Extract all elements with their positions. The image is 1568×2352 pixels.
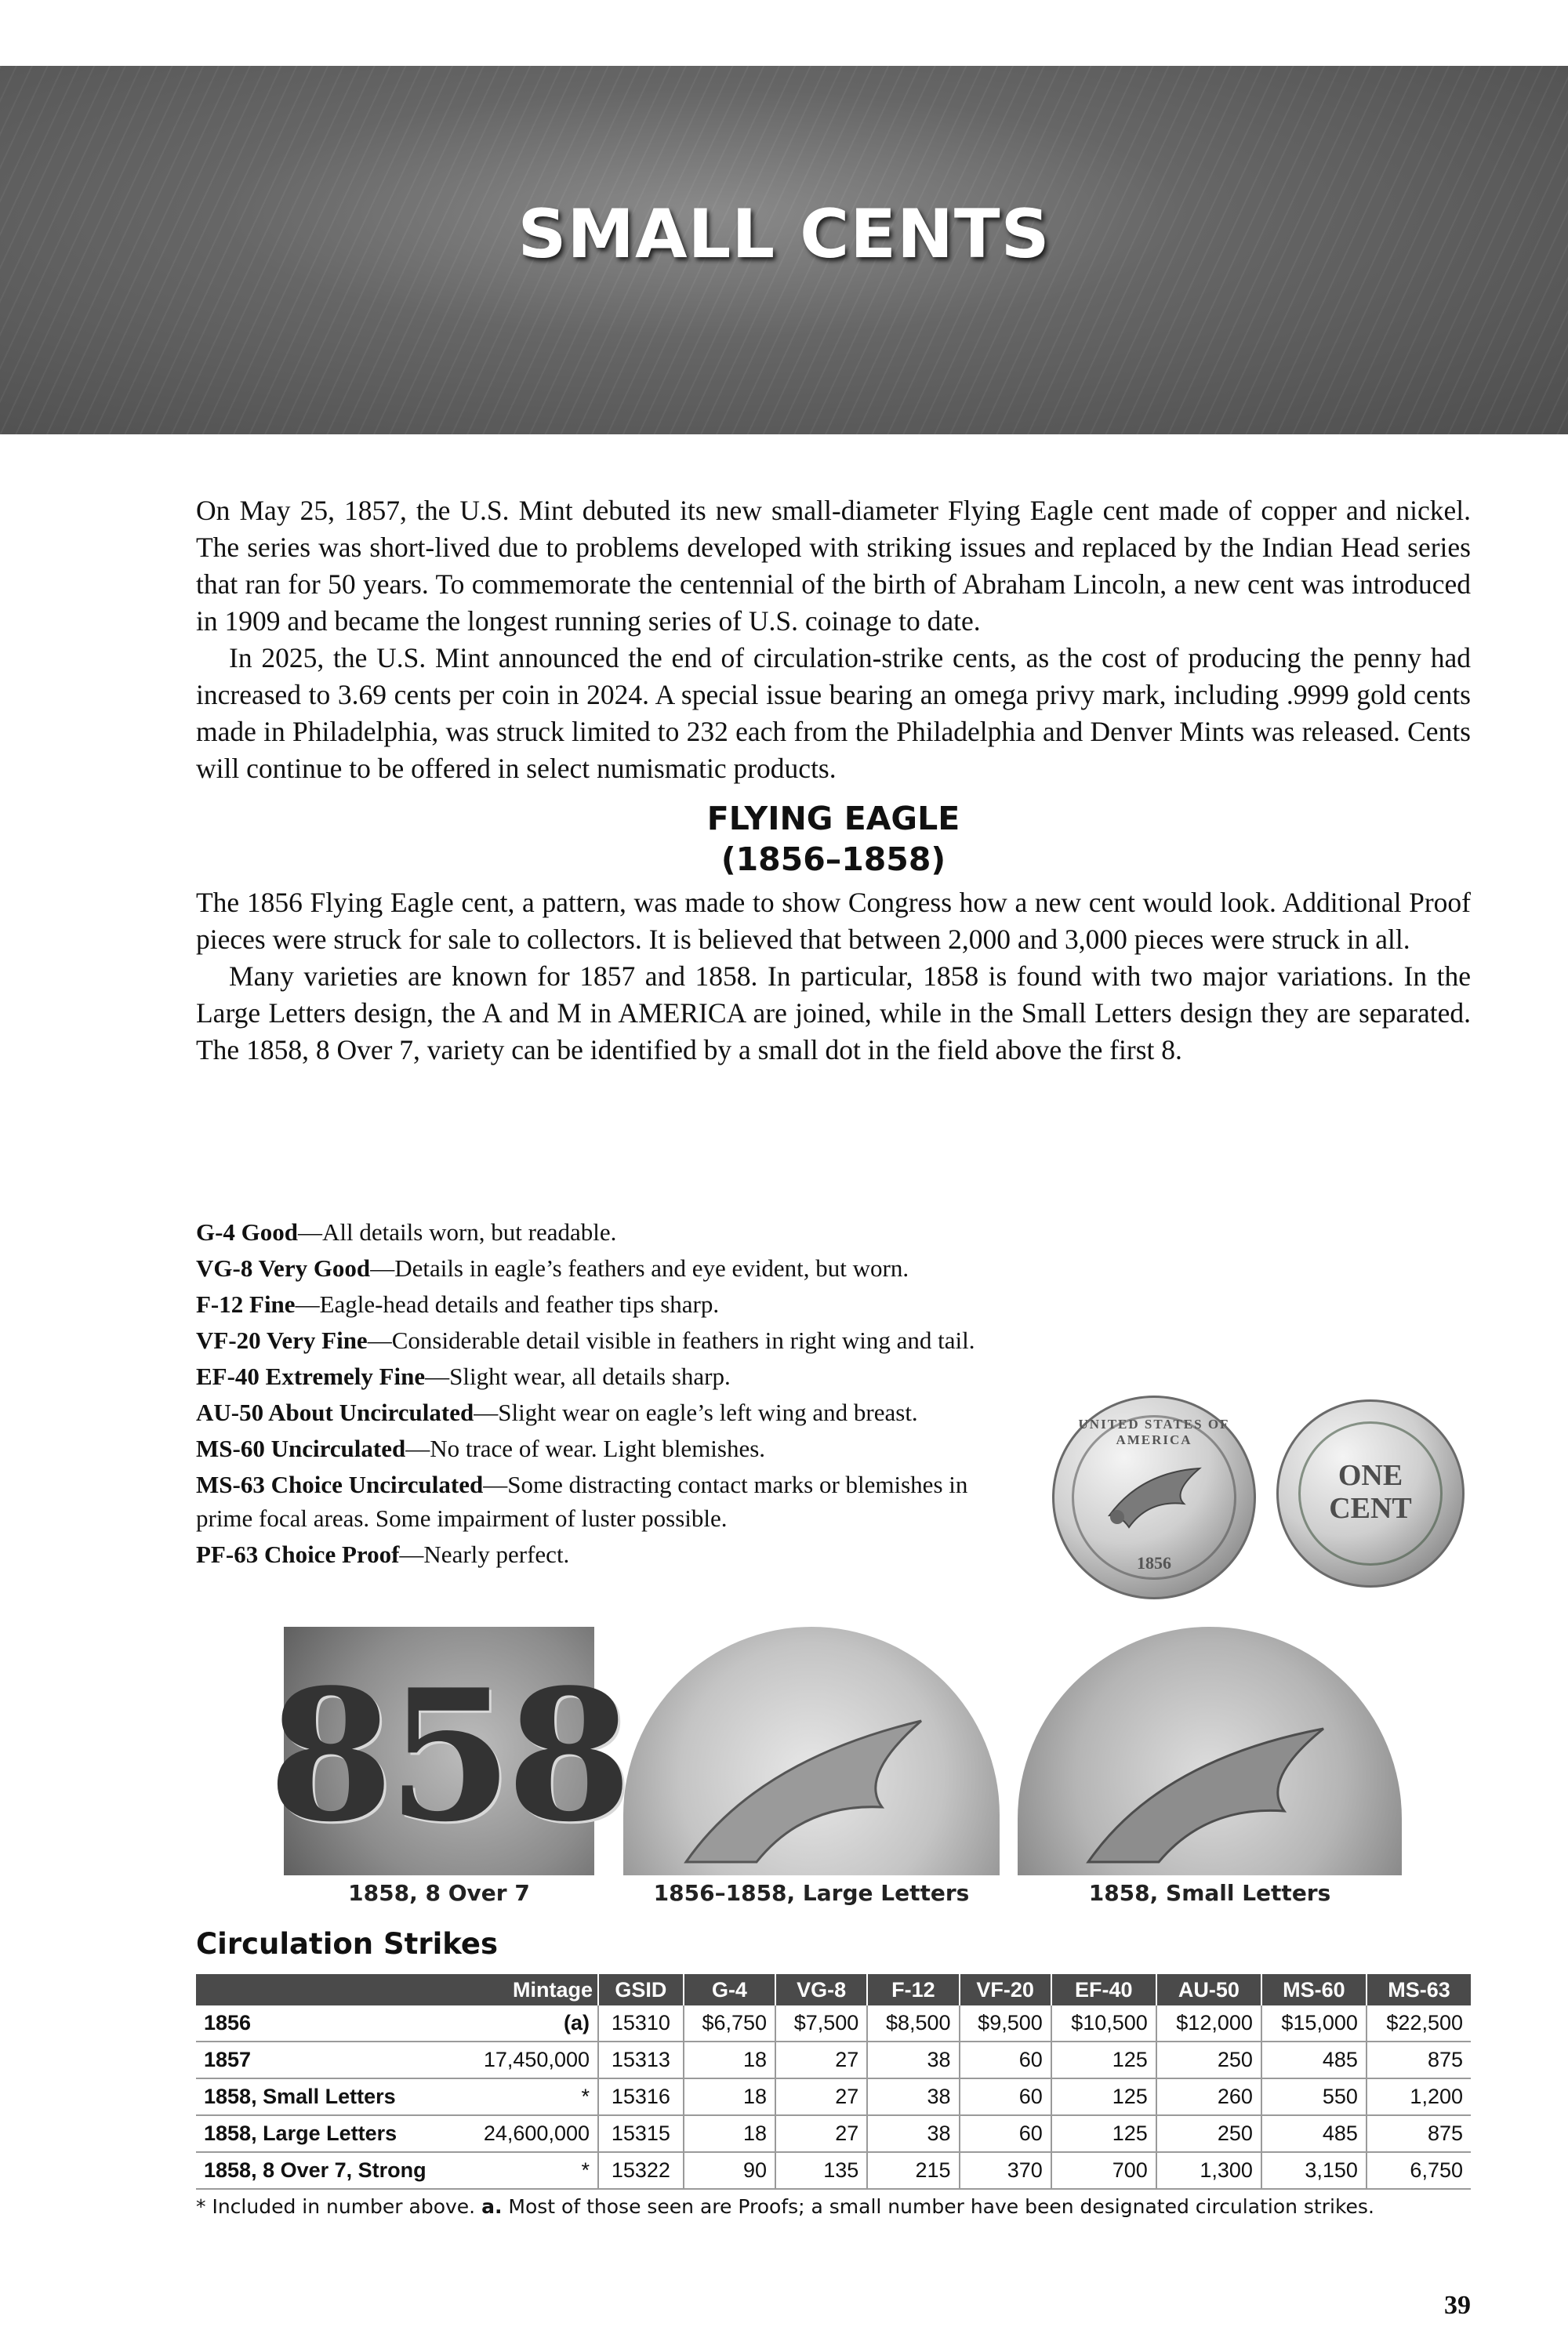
price-cell: $8,500	[867, 2005, 959, 2042]
price-cell: $10,500	[1051, 2005, 1156, 2042]
table-header-row	[196, 1974, 1471, 2005]
grade-item: F-12 Fine—Eagle-head details and feather tips sharp.	[196, 1290, 720, 1318]
price-cell: 485	[1261, 2115, 1367, 2152]
price-cell: $6,750	[684, 2005, 775, 2042]
price-cell: 27	[775, 2078, 867, 2115]
column-header: MS-63	[1367, 1974, 1471, 2005]
footnote-a-label: a.	[481, 2195, 503, 2218]
price-cell: $15,000	[1261, 2005, 1367, 2042]
table-title: Circulation Strikes	[196, 1927, 499, 1961]
coin-reverse-cent: CENT	[1329, 1492, 1412, 1525]
table-row	[196, 2005, 1471, 2042]
table-row	[196, 2042, 1471, 2078]
price-cell: $9,500	[960, 2005, 1051, 2042]
mintage-cell: *	[581, 2085, 590, 2108]
intro-paragraph-2: In 2025, the U.S. Mint announced the end of circulation-strike cents, as the cost of producing the penny had increased to 3.69 cents per coin in 2024. A special issue bearing an omega privy mark, including .9999 gold cents made in Philadelphia, was struck limited to 232 each from the Philadelphia and Denver Mints was released. Cents will continue to be offered in select numismatic products.	[196, 642, 1471, 784]
price-cell: 18	[684, 2115, 775, 2152]
header-banner	[0, 66, 1568, 434]
coin-reverse-one: ONE	[1338, 1459, 1403, 1492]
price-cell: 3,150	[1261, 2152, 1367, 2189]
footnote-star: * Included in number above.	[196, 2195, 476, 2218]
column-header: MS-60	[1261, 1974, 1367, 2005]
photo-caption-8-over-7: 1858, 8 Over 7	[348, 1880, 530, 1906]
banner-title: SMALL CENTS	[517, 195, 1051, 274]
row-label-cell	[196, 2042, 598, 2078]
coin-date: 1856	[1137, 1553, 1171, 1573]
price-cell: 27	[775, 2042, 867, 2078]
price-cell: 875	[1367, 2042, 1471, 2078]
section-paragraph-1: The 1856 Flying Eagle cent, a pattern, was made to show Congress how a new cent would look. Additional Proof pieces were struck for sale to collectors. It is believed that between 2,000 and 3,000 pieces were struck in all.	[196, 887, 1471, 955]
price-cell: 550	[1261, 2078, 1367, 2115]
column-header: GSID	[598, 1974, 684, 2005]
column-header: F-12	[867, 1974, 959, 2005]
price-cell: 250	[1156, 2042, 1261, 2078]
row-label: 1856	[204, 2011, 252, 2034]
gsid-cell: 15322	[598, 2152, 684, 2189]
price-cell: 875	[1367, 2115, 1471, 2152]
footnote-a-text: Most of those seen are Proofs; a small number have been designated circulation strikes.	[508, 2195, 1374, 2218]
mintage-cell: 17,450,000	[483, 2048, 590, 2071]
mintage-cell: (a)	[564, 2011, 590, 2034]
price-cell: 27	[775, 2115, 867, 2152]
intro-text	[196, 492, 1471, 1069]
grade-item: VF-20 Very Fine—Considerable detail visible in feathers in right wing and tail.	[196, 1327, 975, 1354]
row-label-cell	[196, 2005, 598, 2042]
price-cell: 125	[1051, 2078, 1156, 2115]
coin-reverse-image	[1276, 1399, 1465, 1588]
price-cell: 38	[867, 2115, 959, 2152]
price-cell: 18	[684, 2078, 775, 2115]
coin-legend: UNITED STATES OF AMERICA	[1078, 1417, 1230, 1447]
column-header: AU-50	[1156, 1974, 1261, 2005]
price-cell: 90	[684, 2152, 775, 2189]
row-label: 1858, Large Letters	[204, 2122, 397, 2145]
mintage-cell: 24,600,000	[483, 2122, 590, 2145]
row-label-cell	[196, 2078, 598, 2115]
column-header: VG-8	[775, 1974, 867, 2005]
grade-item: G-4 Good—All details worn, but readable.	[196, 1218, 617, 1246]
price-cell: 250	[1156, 2115, 1261, 2152]
photo-caption-small-letters: 1858, Small Letters	[1088, 1880, 1331, 1906]
price-cell: 38	[867, 2042, 959, 2078]
column-header: G-4	[684, 1974, 775, 2005]
grade-item: AU-50 About Uncirculated—Slight wear on eagle’s left wing and breast.	[196, 1399, 918, 1426]
photo-small-letters	[1018, 1627, 1402, 1875]
eagle-icon	[1018, 1627, 1402, 1875]
section-title	[196, 798, 1471, 880]
price-cell: 1,200	[1367, 2078, 1471, 2115]
mintage-cell: *	[581, 2158, 590, 2182]
section-title-line-1: FLYING EAGLE	[706, 800, 960, 837]
circulation-strikes-table	[196, 1974, 1471, 2190]
grade-item: VG-8 Very Good—Details in eagle’s feathers and eye evident, but worn.	[196, 1254, 909, 1282]
grade-item: MS-63 Choice Uncirculated—Some distracting contact marks or blemishes in prime focal areas. Some impairment of luster possible.	[196, 1471, 968, 1532]
photo-8-over-7-closeup	[268, 1627, 626, 1875]
price-cell: 60	[960, 2078, 1051, 2115]
price-cell: 485	[1261, 2042, 1367, 2078]
row-label-cell	[196, 2152, 598, 2189]
table-row	[196, 2078, 1471, 2115]
intro-paragraph-1: On May 25, 1857, the U.S. Mint debuted its new small-diameter Flying Eagle cent made of copper and nickel. The series was short-lived due to problems developed with striking issues and replaced by the Indian Head series that ran for 50 years. To commemorate the centennial of the birth of Abraham Lincoln, a new cent was introduced in 1909 and became the longest running series of U.S. coinage to date.	[196, 495, 1471, 637]
column-header: VF-20	[960, 1974, 1051, 2005]
price-cell: 60	[960, 2115, 1051, 2152]
column-header: EF-40	[1051, 1974, 1156, 2005]
grade-item: PF-63 Choice Proof—Nearly perfect.	[196, 1541, 570, 1568]
gsid-cell: 15310	[598, 2005, 684, 2042]
gsid-cell: 15313	[598, 2042, 684, 2078]
grade-item: EF-40 Extremely Fine—Slight wear, all details sharp.	[196, 1363, 731, 1390]
photo-caption-large-letters: 1856–1858, Large Letters	[653, 1880, 970, 1906]
row-label: 1857	[204, 2048, 252, 2071]
coin-obverse-image	[1052, 1396, 1256, 1599]
price-cell: 215	[867, 2152, 959, 2189]
row-label: 1858, Small Letters	[204, 2085, 396, 2108]
price-cell: 125	[1051, 2115, 1156, 2152]
price-cell: 135	[775, 2152, 867, 2189]
section-paragraph-2: Many varieties are known for 1857 and 1858. In particular, 1858 is found with two major variations. In the Large Letters design, the A and M in AMERICA are joined, while in the Small Letters design they are separated. The 1858, 8 Over 7, variety can be identified by a small dot in the field above the first 8.	[196, 960, 1471, 1065]
section-title-line-2: (1856–1858)	[720, 840, 946, 878]
table-footnote	[196, 2195, 1374, 2218]
price-cell: 125	[1051, 2042, 1156, 2078]
grade-item: MS-60 Uncirculated—No trace of wear. Light blemishes.	[196, 1435, 766, 1462]
price-cell: 260	[1156, 2078, 1261, 2115]
price-cell: $7,500	[775, 2005, 867, 2042]
photo-large-letters	[623, 1627, 1000, 1875]
price-cell: 6,750	[1367, 2152, 1471, 2189]
grade-descriptions	[196, 1215, 1011, 1573]
price-cell: 1,300	[1156, 2152, 1261, 2189]
eagle-icon	[623, 1627, 1000, 1875]
price-cell: 38	[867, 2078, 959, 2115]
price-cell: 18	[684, 2042, 775, 2078]
price-cell: $12,000	[1156, 2005, 1261, 2042]
page-number: 39	[1444, 2291, 1471, 2320]
gsid-cell: 15315	[598, 2115, 684, 2152]
gsid-cell: 15316	[598, 2078, 684, 2115]
price-cell: 60	[960, 2042, 1051, 2078]
price-cell: $22,500	[1367, 2005, 1471, 2042]
table-row	[196, 2152, 1471, 2189]
column-header: Mintage	[196, 1974, 598, 2005]
row-label-cell	[196, 2115, 598, 2152]
price-cell: 700	[1051, 2152, 1156, 2189]
row-label: 1858, 8 Over 7, Strong	[204, 2158, 426, 2182]
table-row	[196, 2115, 1471, 2152]
price-cell: 370	[960, 2152, 1051, 2189]
closeup-digits: 858	[268, 1650, 626, 1862]
